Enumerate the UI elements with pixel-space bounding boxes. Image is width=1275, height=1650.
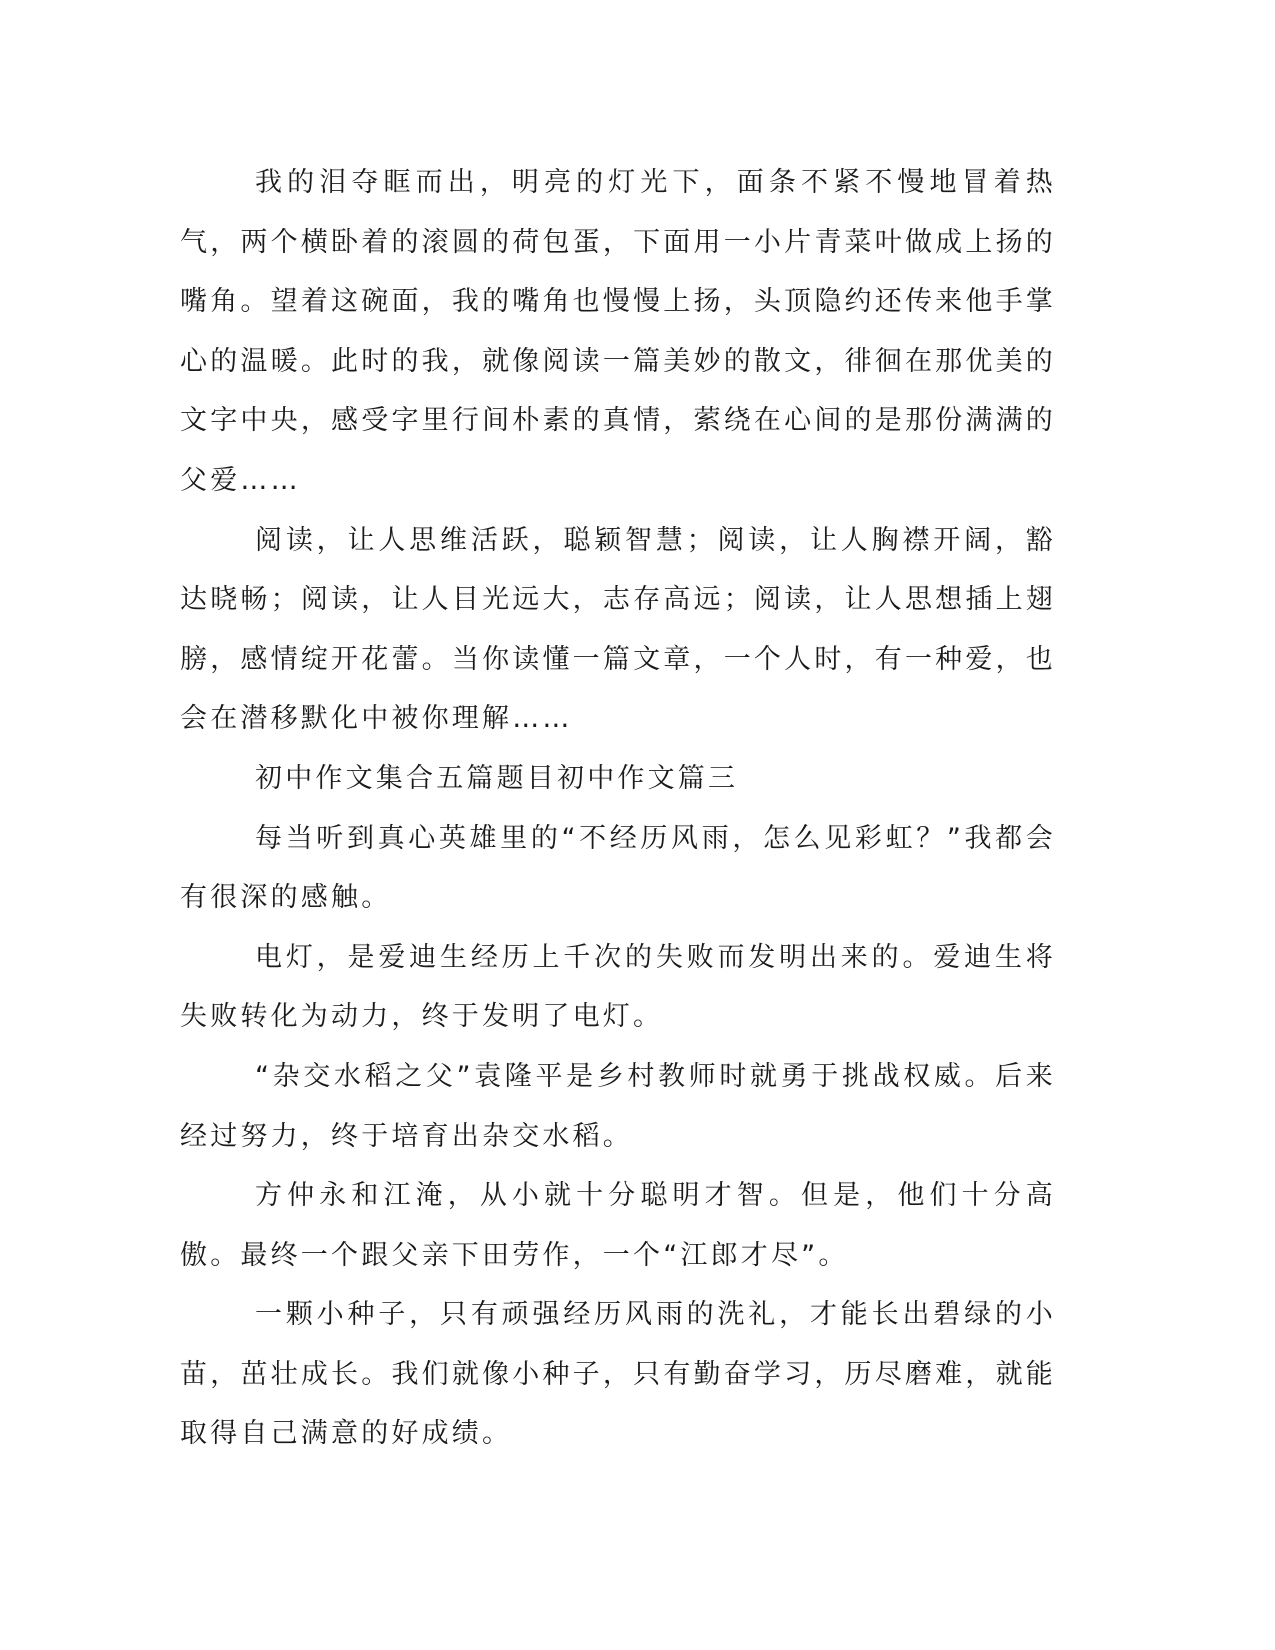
paragraph: 我的泪夺眶而出，明亮的灯光下，面条不紧不慢地冒着热气，两个横卧着的滚圆的荷包蛋，下面用一小片青菜叶做成上扬的嘴角。望着这碗面，我的嘴角也慢慢上扬，头顶隐约还传来他手掌心的温暖。此时的我，就像阅读一篇美妙的散文，徘徊在那优美的文字中央，感受字里行间朴素的真情，萦绕在心间的是那份满满的父爱…… [180,167,1056,496]
paragraph: 每当听到真心英雄里的“不经历风雨，怎么见彩虹？”我都会有很深的感触。 [180,822,1056,914]
paragraph: “杂交水稻之父”袁隆平是乡村教师时就勇于挑战权威。后来经过努力，终于培育出杂交水稻。 [180,1060,1056,1152]
paragraph: 电灯，是爱迪生经历上千次的失败而发明出来的。爱迪生将失败转化为动力，终于发明了电灯。 [180,941,1056,1033]
paragraph: 一颗小种子，只有顽强经历风雨的洗礼，才能长出碧绿的小苗，茁壮成长。我们就像小种子，只有勤奋学习，历尽磨难，就能取得自己满意的好成绩。 [180,1299,1056,1450]
section-heading: 初中作文集合五篇题目初中作文篇三 [255,762,739,794]
paragraph: 阅读，让人思维活跃，聪颖智慧；阅读，让人胸襟开阔，豁达晓畅；阅读，让人目光远大，志存高远；阅读，让人思想插上翅膀，感情绽开花蕾。当你读懂一篇文章，一个人时，有一种爱，也会在潜移默化中被你理解…… [180,524,1056,735]
document-body [180,153,1056,1464]
paragraph: 方仲永和江淹，从小就十分聪明才智。但是，他们十分高傲。最终一个跟父亲下田劳作，一个“江郎才尽”。 [180,1180,1056,1271]
